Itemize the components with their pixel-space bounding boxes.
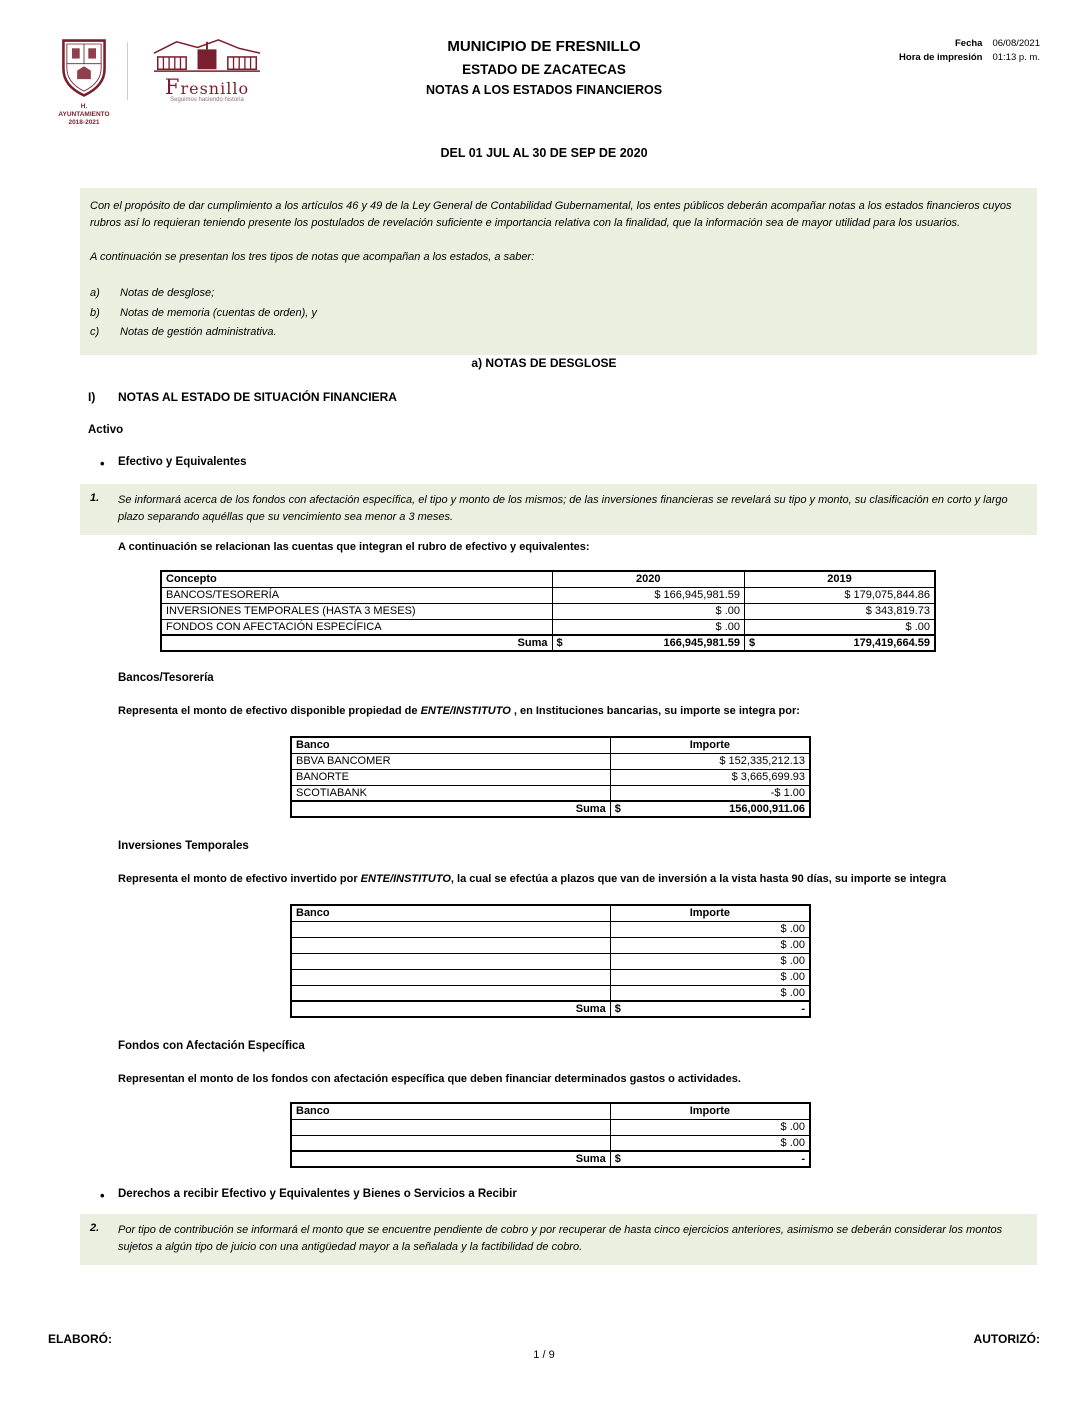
table-suma-row [161, 635, 935, 651]
currency-sign: $ [614, 803, 621, 815]
suma-2019-cell [744, 635, 935, 651]
table-row [291, 769, 810, 785]
table-header-row [291, 1103, 810, 1119]
table-row [291, 953, 810, 969]
section-i-marker: I) [88, 390, 96, 404]
print-time-label: Hora de impresión [899, 52, 983, 63]
table-row [291, 1135, 810, 1151]
list-item [90, 304, 1023, 324]
col-header-importe: Importe [610, 905, 810, 921]
print-date-value: 06/08/2021 [992, 38, 1040, 49]
cell-banco [291, 1119, 610, 1135]
col-header-concepto: Concepto [161, 571, 552, 587]
col-header-importe: Importe [610, 1103, 810, 1119]
cell-banco [291, 985, 610, 1001]
page-title: MUNICIPIO DE FRESNILLO [447, 38, 641, 55]
inversiones-heading: Inversiones Temporales [118, 840, 249, 852]
table-row [161, 587, 935, 603]
activo-heading: Activo [88, 424, 124, 436]
list-item [90, 323, 1023, 343]
page-number: 1 / 9 [533, 1349, 555, 1361]
suma-label: Suma [291, 801, 610, 817]
list-item-marker: b) [90, 306, 100, 319]
page-subtitle-report: NOTAS A LOS ESTADOS FINANCIEROS [425, 83, 663, 97]
suma-cell [610, 1001, 810, 1017]
cell-importe: $ .00 [610, 953, 810, 969]
cell-2019: $ 179,075,844.86 [744, 587, 935, 603]
suma-value: 156,000,911.06 [729, 803, 805, 815]
section-i-heading [88, 390, 397, 404]
bancos-paragraph-after: , en Instituciones bancarias, su importe se integra por: [510, 705, 800, 717]
intro-paragraph-1: Con el propósito de dar cumplimiento a los artículos 46 y 49 de la Ley General de Contabilidad Gubernamental, los entes públicos deberán acompañar notas a los estados financieros cuyos rubros así lo requieran teniendo presente los postulados de revelación suficiente e importancia relativa con la finalidad, que la información sea de mayor utilidad para los usuarios. [90, 200, 1012, 229]
print-info [899, 38, 1040, 63]
seal-caption-line2: 2018-2021 [68, 119, 100, 126]
bullet-icon: • [100, 1188, 105, 1203]
list-item-text: Notas de desglose; [120, 287, 215, 299]
cell-2020: $ 166,945,981.59 [552, 587, 744, 603]
autorizo-label: AUTORIZÓ: [973, 1332, 1040, 1346]
list-item [90, 284, 1023, 304]
cell-importe: $ .00 [610, 969, 810, 985]
cell-concepto: FONDOS CON AFECTACIÓN ESPECÍFICA [161, 619, 552, 635]
intro-note-block [80, 188, 1037, 355]
cell-banco [291, 937, 610, 953]
table-row [291, 785, 810, 801]
page-subtitle-state: ESTADO DE ZACATECAS [462, 62, 626, 77]
section-a-title: a) NOTAS DE DESGLOSE [471, 356, 617, 370]
table-row [291, 753, 810, 769]
suma-2019-value: 179,419,664.59 [853, 637, 930, 649]
suma-label: Suma [161, 635, 552, 651]
cell-importe: $ .00 [610, 1135, 810, 1151]
fondos-heading: Fondos con Afectación Específica [118, 1040, 305, 1052]
bancos-paragraph-before: Representa el monto de efectivo disponible propiedad de [118, 705, 421, 717]
cell-importe: $ .00 [610, 1119, 810, 1135]
cell-importe: $ .00 [610, 937, 810, 953]
suma-value: - [801, 1003, 805, 1015]
table-row [161, 619, 935, 635]
table-row [161, 603, 935, 619]
print-date-label: Fecha [954, 38, 983, 49]
list-item-text: Notas de memoria (cuentas de orden), y [120, 306, 317, 319]
suma-cell [610, 1151, 810, 1167]
cell-banco: SCOTIABANK [291, 785, 610, 801]
note-2-number: 2. [90, 1222, 100, 1234]
inversiones-table [290, 904, 811, 1018]
bullet-efectivo-label: Efectivo y Equivalentes [118, 456, 247, 468]
cell-banco [291, 921, 610, 937]
col-header-banco: Banco [291, 1103, 610, 1119]
elaboro-label: ELABORÓ: [48, 1332, 112, 1346]
list-item-marker: c) [90, 326, 100, 338]
bancos-heading: Bancos/Tesorería [118, 672, 214, 684]
table-row [291, 1119, 810, 1135]
fresnillo-wordmark: Fresnillo [164, 75, 250, 99]
col-header-2019: 2019 [744, 571, 935, 587]
suma-label: Suma [291, 1151, 610, 1167]
suma-label: Suma [291, 1001, 610, 1017]
note-1-number: 1. [90, 492, 100, 504]
cell-importe: $ 3,665,699.93 [610, 769, 810, 785]
col-header-banco: Banco [291, 905, 610, 921]
cell-concepto: INVERSIONES TEMPORALES (HASTA 3 MESES) [161, 603, 552, 619]
inversiones-paragraph-before: Representa el monto de efectivo invertido por [118, 873, 361, 885]
suma-2020-cell [552, 635, 744, 651]
cell-banco [291, 953, 610, 969]
col-header-banco: Banco [291, 737, 610, 753]
notes-type-list [90, 284, 1023, 343]
cell-importe: $ .00 [610, 921, 810, 937]
table-row [291, 985, 810, 1001]
bullet-derechos-label: Derechos a recibir Efectivo y Equivalentes y Bienes o Servicios a Recibir [118, 1188, 517, 1200]
inversiones-paragraph [118, 872, 1068, 887]
bullet-icon: • [100, 456, 105, 471]
inversiones-paragraph-after: , la cual se efectúa a plazos que van de inversión a la vista hasta 90 días, su importe se integra [450, 873, 947, 885]
suma-cell [610, 801, 810, 817]
list-item-text: Notas de gestión administrativa. [120, 326, 277, 338]
bancos-table [290, 736, 811, 818]
currency-sign: $ [556, 637, 563, 649]
note-2-text: Por tipo de contribución se informará el monto que se encuentre pendiente de cobro y por recuperar de hasta cinco ejercicios anteriores, asimismo se deberán considerar los montos sujetos a algún tipo de juicio con una antigüedad mayor a la señalada y la factibilidad de cobro. [118, 1224, 1003, 1253]
ente-instituto-label: ENTE/INSTITUTO [360, 873, 451, 885]
cell-importe: $ .00 [610, 985, 810, 1001]
concepto-table [160, 570, 936, 652]
currency-sign: $ [748, 637, 756, 649]
efectivo-intro-paragraph: A continuación se relacionan las cuentas que integran el rubro de efectivo y equivalentes: [118, 541, 590, 553]
table-header-row [291, 905, 810, 921]
cell-banco: BANORTE [291, 769, 610, 785]
cell-banco [291, 1135, 610, 1151]
intro-paragraph-2: A continuación se presentan los tres tipos de notas que acompañan a los estados, a saber: [90, 251, 535, 263]
cell-banco: BBVA BANCOMER [291, 753, 610, 769]
cell-importe: $ 152,335,212.13 [610, 753, 810, 769]
col-header-importe: Importe [610, 737, 810, 753]
seal-caption-line1: H. AYUNTAMIENTO [58, 103, 110, 118]
note-2-block [80, 1214, 1037, 1265]
table-row [291, 969, 810, 985]
fondos-paragraph: Representan el monto de los fondos con afectación específica que deben financiar determinados gastos o actividades. [118, 1073, 741, 1085]
list-item-marker: a) [90, 287, 100, 299]
fresnillo-tagline: Seguimos haciendo historia [170, 97, 244, 103]
suma-2020-value: 166,945,981.59 [663, 637, 740, 649]
suma-value: - [801, 1153, 805, 1165]
cell-2019: $ 343,819.73 [744, 603, 935, 619]
print-time-value: 01:13 p. m. [992, 52, 1040, 63]
note-1-text: Se informará acerca de los fondos con afectación específica, el tipo y monto de los mismos; de las inversiones financieras se revelará su tipo y monto, su clasificación en corto y largo plazo separando aquéllas que su vencimiento sea menor a 3 meses. [118, 494, 1008, 523]
cell-importe: -$ 1.00 [610, 785, 810, 801]
cell-banco [291, 969, 610, 985]
cell-2019: $ .00 [744, 619, 935, 635]
fondos-table [290, 1102, 811, 1168]
col-header-2020: 2020 [552, 571, 744, 587]
table-header-row [161, 571, 935, 587]
bullet-efectivo [100, 456, 247, 471]
table-suma-row [291, 1001, 810, 1017]
bancos-paragraph [118, 704, 1028, 719]
section-i-title: NOTAS AL ESTADO DE SITUACIÓN FINANCIERA [118, 390, 397, 404]
cell-concepto: BANCOS/TESORERÍA [161, 587, 552, 603]
currency-sign: $ [614, 1003, 621, 1015]
currency-sign: $ [614, 1153, 621, 1165]
cell-2020: $ .00 [552, 603, 744, 619]
table-suma-row [291, 801, 810, 817]
table-suma-row [291, 1151, 810, 1167]
ente-instituto-label: ENTE/INSTITUTO [420, 705, 511, 717]
table-row [291, 921, 810, 937]
bullet-derechos [100, 1188, 517, 1203]
table-row [291, 937, 810, 953]
table-header-row [291, 737, 810, 753]
cell-2020: $ .00 [552, 619, 744, 635]
period-title: DEL 01 JUL AL 30 DE SEP DE 2020 [440, 146, 648, 160]
note-1-block [80, 484, 1037, 535]
